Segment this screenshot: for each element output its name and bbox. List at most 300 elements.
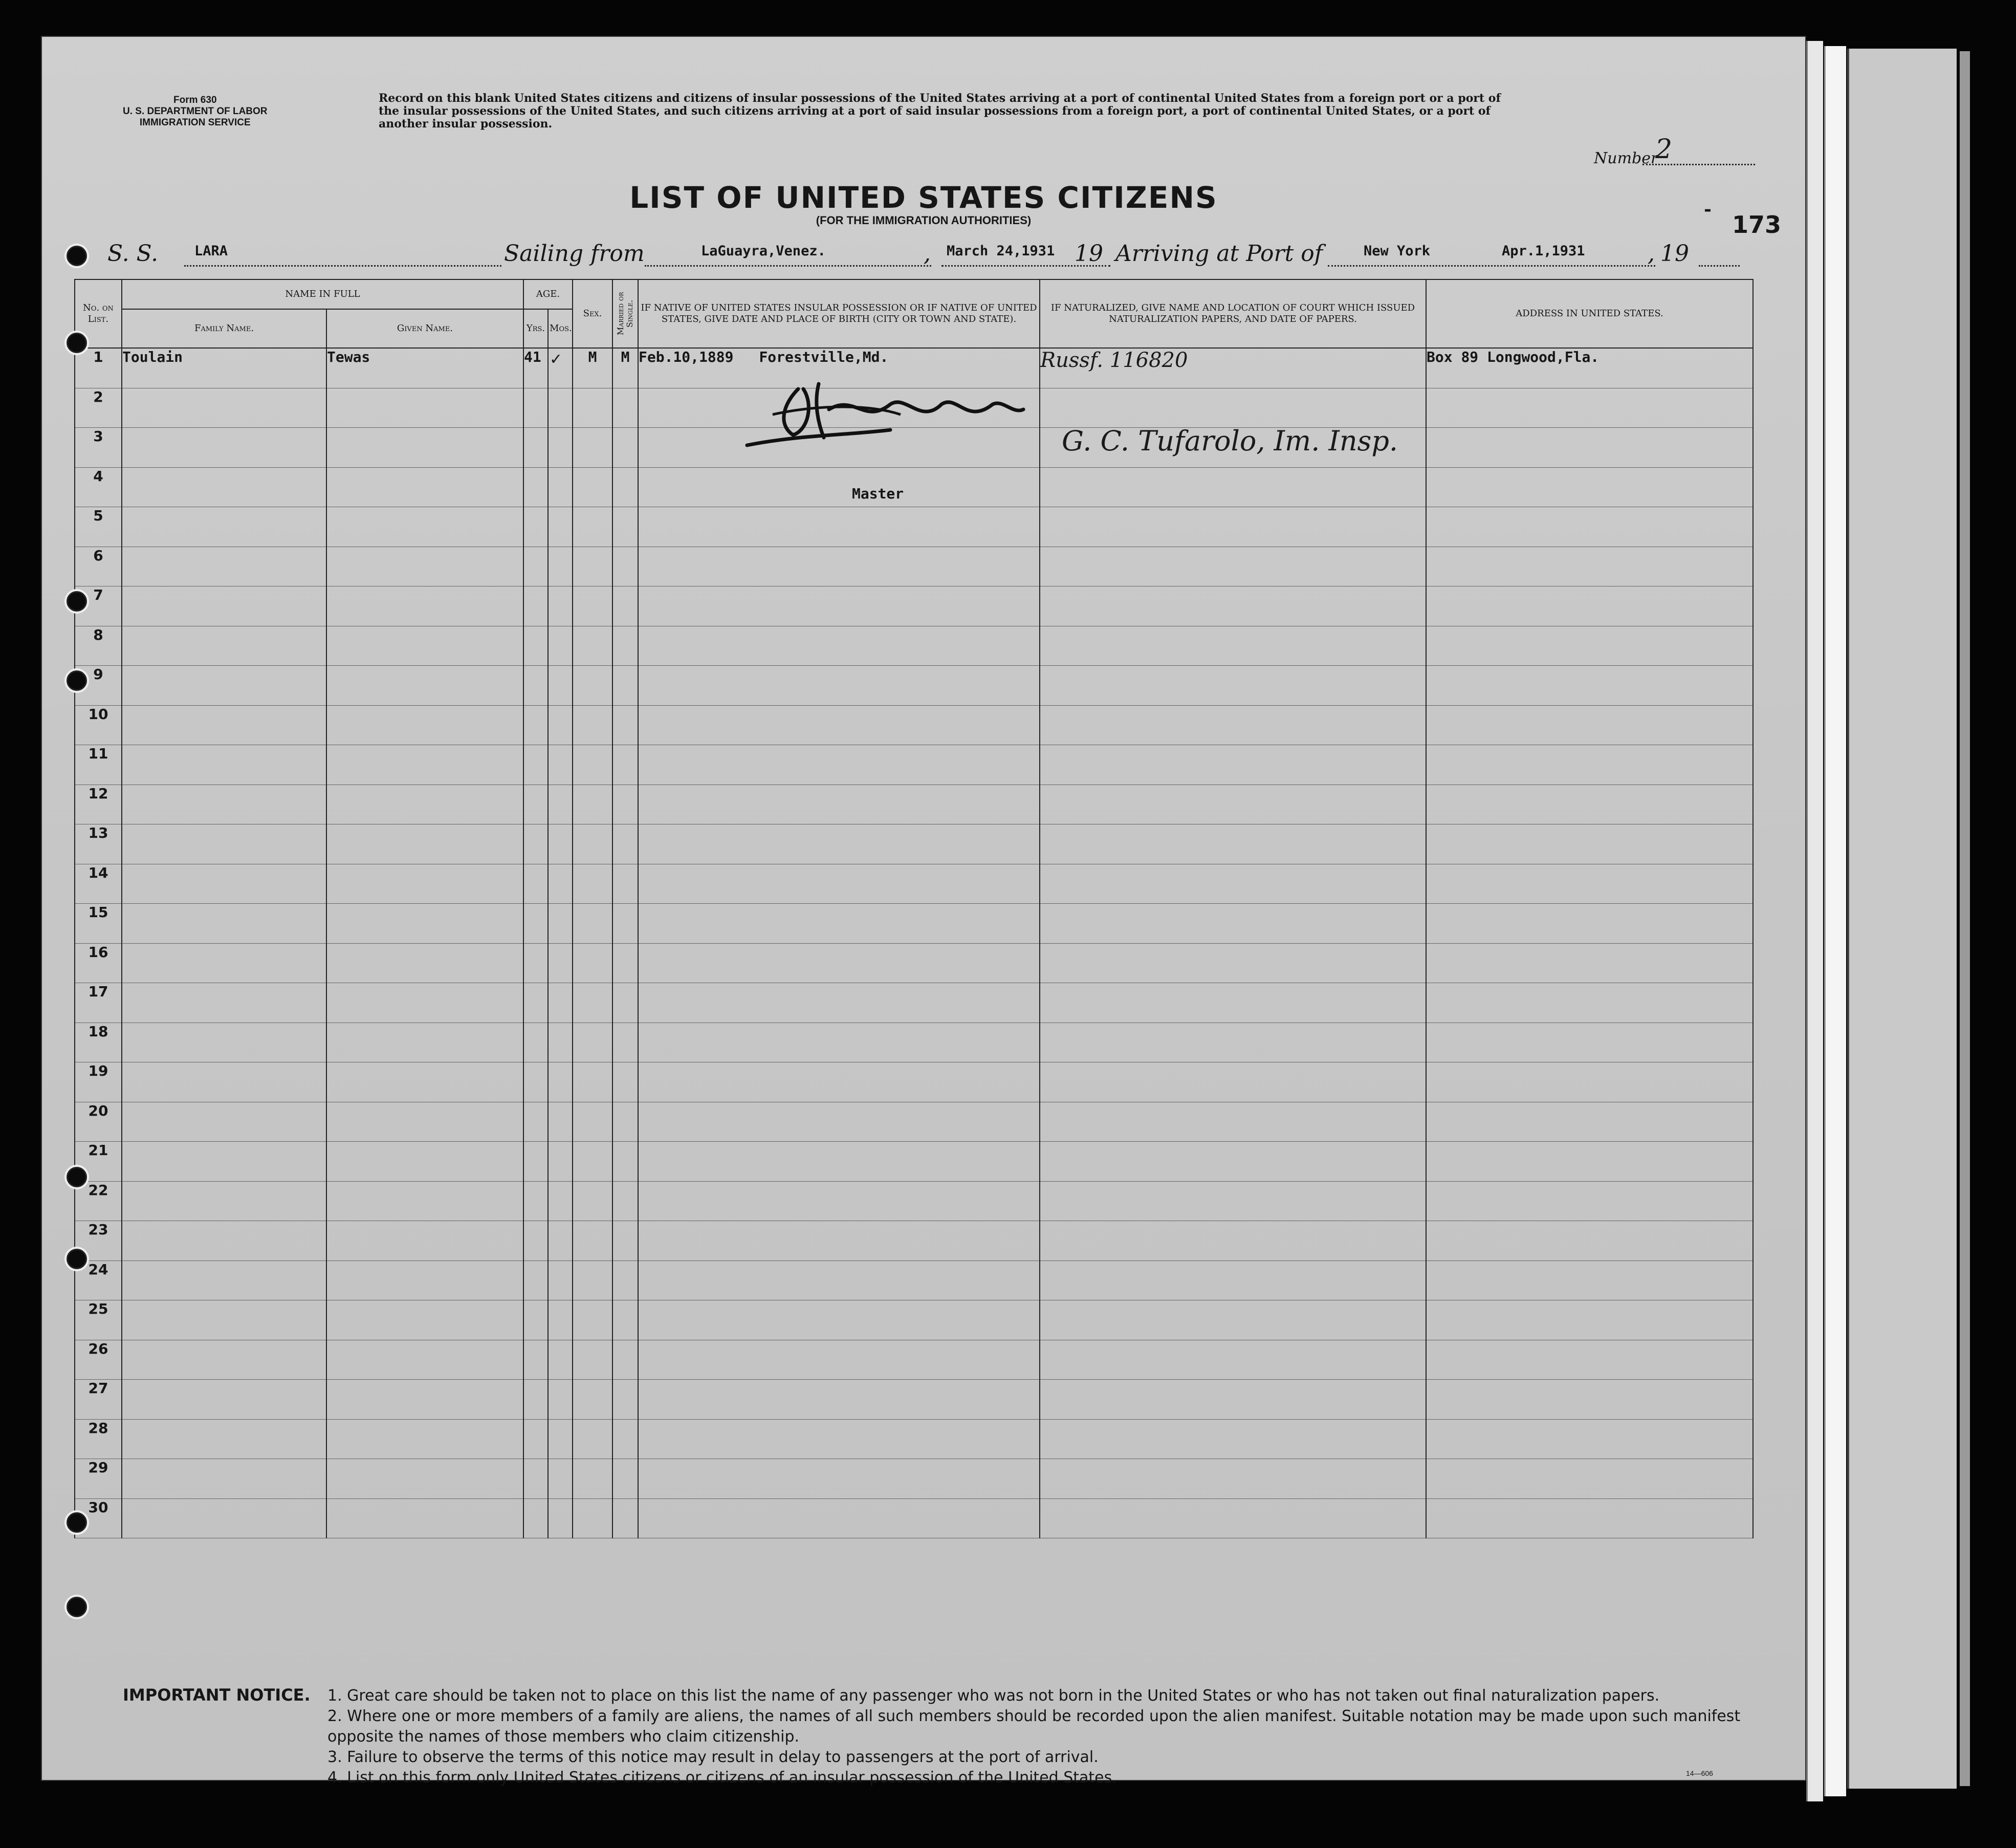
cell-yrs	[523, 785, 548, 824]
row-number: 13	[75, 824, 122, 864]
cell-mos-mark	[548, 1300, 573, 1340]
cell-birth	[638, 1221, 1040, 1261]
cell-sex	[573, 467, 612, 507]
cell-sex	[573, 705, 612, 745]
cell-address	[1426, 1142, 1753, 1182]
cell-family-name	[122, 785, 326, 824]
cell-yrs: 41	[523, 348, 548, 388]
table-row	[75, 705, 1753, 745]
year-prefix: 19	[1075, 241, 1103, 267]
table-row	[75, 1380, 1753, 1420]
cell-naturalization	[1040, 785, 1426, 824]
cell-family-name	[122, 745, 326, 785]
cell-naturalization	[1040, 1062, 1426, 1102]
binder-hole	[67, 1512, 87, 1533]
year-prefix: 19	[1660, 241, 1689, 267]
row-number: 17	[75, 983, 122, 1023]
cell-married	[612, 1498, 638, 1538]
cell-family-name	[122, 1102, 326, 1142]
cell-family-name	[122, 666, 326, 706]
cell-address	[1426, 1498, 1753, 1538]
row-number: 27	[75, 1380, 122, 1420]
cell-birth	[638, 507, 1040, 547]
cell-family-name	[122, 1023, 326, 1062]
cell-mos-mark	[548, 1221, 573, 1261]
cell-naturalization	[1040, 1340, 1426, 1380]
cell-birth	[638, 785, 1040, 824]
binder-hole	[67, 670, 87, 691]
cell-address	[1426, 1181, 1753, 1221]
cell-given-name: Tewas	[326, 348, 523, 388]
page-edge	[1824, 46, 1846, 1796]
cell-sex	[573, 864, 612, 904]
cell-married	[612, 1221, 638, 1261]
cell-address	[1426, 1221, 1753, 1261]
cell-given-name	[326, 1221, 523, 1261]
given-name-header: Given Name.	[326, 309, 523, 348]
cell-family-name	[122, 864, 326, 904]
cell-family-name	[122, 824, 326, 864]
cell-family-name	[122, 1459, 326, 1499]
cell-family-name	[122, 1260, 326, 1300]
cell-sex	[573, 547, 612, 586]
cell-married	[612, 745, 638, 785]
cell-given-name	[326, 1062, 523, 1102]
cell-mos-mark	[548, 785, 573, 824]
cell-given-name	[326, 586, 523, 626]
row-number: 23	[75, 1221, 122, 1261]
cell-sex	[573, 904, 612, 944]
cell-address	[1426, 547, 1753, 586]
table-row	[75, 1498, 1753, 1538]
row-number: 25	[75, 1300, 122, 1340]
cell-birth	[638, 1419, 1040, 1459]
cell-address	[1426, 983, 1753, 1023]
cell-mos-mark	[548, 1419, 573, 1459]
cell-yrs	[523, 1380, 548, 1420]
cell-married	[612, 547, 638, 586]
cell-yrs	[523, 626, 548, 666]
sailing-line	[645, 265, 931, 267]
yrs-header: Yrs.	[523, 309, 548, 348]
table-row	[75, 1340, 1753, 1380]
cell-family-name	[122, 1221, 326, 1261]
cell-married	[612, 1062, 638, 1102]
cell-sex	[573, 983, 612, 1023]
cell-married	[612, 467, 638, 507]
table-row	[75, 864, 1753, 904]
cell-sex	[573, 507, 612, 547]
row-number: 24	[75, 1260, 122, 1300]
cell-sex	[573, 1023, 612, 1062]
cell-yrs	[523, 904, 548, 944]
cell-given-name	[326, 943, 523, 983]
row-number: 14	[75, 864, 122, 904]
cell-married	[612, 586, 638, 626]
family-name-header: Family Name.	[122, 309, 326, 348]
cell-yrs	[523, 666, 548, 706]
cell-married	[612, 1023, 638, 1062]
cell-mos-mark	[548, 1340, 573, 1380]
cell-naturalization	[1040, 1260, 1426, 1300]
cell-address	[1426, 864, 1753, 904]
department-name: U. S. DEPARTMENT OF LABOR	[123, 106, 268, 117]
cell-address	[1426, 467, 1753, 507]
cell-birth	[638, 1498, 1040, 1538]
cell-naturalization	[1040, 388, 1426, 428]
cell-sex	[573, 1300, 612, 1340]
cell-family-name	[122, 1340, 326, 1380]
cell-birth	[638, 1142, 1040, 1182]
cell-sex	[573, 1181, 612, 1221]
cell-given-name	[326, 983, 523, 1023]
cell-sex	[573, 1142, 612, 1182]
cell-naturalization	[1040, 1102, 1426, 1142]
cell-given-name	[326, 1142, 523, 1182]
no-on-list-header: No. on List.	[75, 279, 122, 348]
passenger-table	[74, 279, 1754, 1538]
cell-mos-mark	[548, 428, 573, 468]
cell-sex	[573, 745, 612, 785]
cell-address	[1426, 507, 1753, 547]
table-row	[75, 824, 1753, 864]
cell-yrs	[523, 1142, 548, 1182]
cell-sex	[573, 1380, 612, 1420]
cell-married	[612, 904, 638, 944]
table-row	[75, 1142, 1753, 1182]
ship-name: LARA	[194, 243, 228, 259]
binder-hole	[67, 1249, 87, 1269]
birth-place: Forestville,Md.	[759, 349, 889, 365]
cell-birth	[638, 1380, 1040, 1420]
cell-birth	[638, 824, 1040, 864]
cell-family-name	[122, 1181, 326, 1221]
table-row	[75, 547, 1753, 586]
cell-family-name	[122, 547, 326, 586]
table-row	[75, 983, 1753, 1023]
naturalized-header: IF NATURALIZED, GIVE NAME AND LOCATION OF COURT WHICH ISSUED NATURALIZATION PAPERS, AND DATE OF PAPERS.	[1040, 279, 1426, 348]
row-number: 11	[75, 745, 122, 785]
row-number: 28	[75, 1419, 122, 1459]
cell-naturalization: Russf. 116820	[1040, 348, 1426, 388]
row-number: 18	[75, 1023, 122, 1062]
cell-yrs	[523, 705, 548, 745]
print-code: 14—606	[1686, 1769, 1713, 1777]
table-row	[75, 904, 1753, 944]
cell-given-name	[326, 388, 523, 428]
cell-given-name	[326, 428, 523, 468]
cell-family-name	[122, 1142, 326, 1182]
cell-address	[1426, 1300, 1753, 1340]
port-line	[1328, 265, 1655, 267]
cell-mos-mark	[548, 467, 573, 507]
page-edge	[1960, 51, 1970, 1786]
cell-address	[1426, 705, 1753, 745]
cell-naturalization	[1040, 467, 1426, 507]
table-row	[75, 666, 1753, 706]
ss-label: S. S.	[107, 241, 159, 267]
row-number: 22	[75, 1181, 122, 1221]
cell-sex	[573, 1340, 612, 1380]
row-number: 9	[75, 666, 122, 706]
cell-sex	[573, 1221, 612, 1261]
row-number: 6	[75, 547, 122, 586]
cell-naturalization	[1040, 1181, 1426, 1221]
cell-birth	[638, 1459, 1040, 1499]
cell-married	[612, 824, 638, 864]
inspector-signature: G. C. Tufarolo, Im. Insp.	[1062, 425, 1398, 457]
cell-given-name	[326, 1340, 523, 1380]
cell-mos-mark	[548, 586, 573, 626]
cell-birth	[638, 547, 1040, 586]
cell-birth	[638, 1102, 1040, 1142]
cell-given-name	[326, 745, 523, 785]
cell-address	[1426, 1260, 1753, 1300]
table-row	[75, 1419, 1753, 1459]
cell-married	[612, 666, 638, 706]
cell-address: Box 89 Longwood,Fla.	[1426, 348, 1753, 388]
cell-naturalization	[1040, 1142, 1426, 1182]
cell-yrs	[523, 1340, 548, 1380]
cell-naturalization	[1040, 547, 1426, 586]
row-number: 16	[75, 943, 122, 983]
cell-family-name	[122, 586, 326, 626]
cell-married	[612, 1380, 638, 1420]
cell-address	[1426, 1380, 1753, 1420]
table-row	[75, 586, 1753, 626]
cell-family-name	[122, 467, 326, 507]
birth-header: IF NATIVE OF UNITED STATES INSULAR POSSESSION OR IF NATIVE OF UNITED STATES, GIVE DATE AND PLACE OF BIRTH (CITY OR TOWN AND STATE).	[638, 279, 1040, 348]
cell-family-name	[122, 983, 326, 1023]
cell-yrs	[523, 745, 548, 785]
cell-mos-mark	[548, 943, 573, 983]
cell-address	[1426, 1062, 1753, 1102]
cell-yrs	[523, 1459, 548, 1499]
form-instructions: Record on this blank United States citizens and citizens of insular possessions of the United States arriving at a port of continental United States from a foreign port or a port of the insular possessions of the United States, and such citizens arriving at a port of said insular possessions from a foreign port, a port of continental United States, or a port of another insular possession.	[379, 92, 1501, 131]
row-number: 8	[75, 626, 122, 666]
cell-sex	[573, 1102, 612, 1142]
cell-address	[1426, 1102, 1753, 1142]
cell-birth	[638, 1181, 1040, 1221]
cell-mos-mark: ✓	[548, 348, 573, 388]
cell-birth	[638, 943, 1040, 983]
cell-yrs	[523, 1498, 548, 1538]
cell-yrs	[523, 1419, 548, 1459]
sailing-label: Sailing from	[504, 241, 645, 267]
master-signature	[737, 374, 1054, 461]
cell-mos-mark	[548, 547, 573, 586]
cell-naturalization	[1040, 1419, 1426, 1459]
cell-birth	[638, 1023, 1040, 1062]
row-number: 15	[75, 904, 122, 944]
cell-mos-mark	[548, 666, 573, 706]
sex-header: Sex.	[573, 279, 612, 348]
cell-yrs	[523, 1300, 548, 1340]
cell-sex	[573, 943, 612, 983]
arriving-label: Arriving at Port of	[1115, 241, 1323, 267]
page-title: LIST OF UNITED STATES CITIZENS	[629, 180, 1218, 215]
cell-yrs	[523, 1062, 548, 1102]
cell-sex	[573, 388, 612, 428]
row-number: 4	[75, 467, 122, 507]
cell-married	[612, 428, 638, 468]
cell-yrs	[523, 1023, 548, 1062]
cell-given-name	[326, 666, 523, 706]
cell-naturalization	[1040, 1459, 1426, 1499]
arrival-port: New York	[1364, 243, 1431, 259]
cell-naturalization	[1040, 1300, 1426, 1340]
cell-given-name	[326, 467, 523, 507]
table-row	[75, 507, 1753, 547]
cell-birth	[638, 983, 1040, 1023]
cell-given-name	[326, 785, 523, 824]
cell-family-name	[122, 1498, 326, 1538]
row-number: 20	[75, 1102, 122, 1142]
cell-address	[1426, 1340, 1753, 1380]
cell-yrs	[523, 467, 548, 507]
page-edge	[1847, 49, 1957, 1789]
binder-hole	[67, 591, 87, 612]
cell-mos-mark	[548, 904, 573, 944]
cell-family-name	[122, 1300, 326, 1340]
cell-sex	[573, 785, 612, 824]
cell-family-name	[122, 1062, 326, 1102]
table-row	[75, 1300, 1753, 1340]
cell-naturalization	[1040, 586, 1426, 626]
cell-family-name	[122, 904, 326, 944]
cell-address	[1426, 626, 1753, 666]
cell-naturalization	[1040, 666, 1426, 706]
cell-family-name	[122, 705, 326, 745]
cell-sex	[573, 586, 612, 626]
cell-mos-mark	[548, 1260, 573, 1300]
cell-sex	[573, 1062, 612, 1102]
cell-birth	[638, 586, 1040, 626]
cell-given-name	[326, 1380, 523, 1420]
cell-family-name	[122, 507, 326, 547]
sailing-date: March 24,1931	[947, 243, 1055, 259]
number-underline	[1642, 164, 1755, 165]
cell-yrs	[523, 824, 548, 864]
cell-mos-mark	[548, 1181, 573, 1221]
cell-family-name: Toulain	[122, 348, 326, 388]
cell-sex	[573, 428, 612, 468]
cell-married	[612, 705, 638, 745]
cell-yrs	[523, 1102, 548, 1142]
ship-line	[184, 265, 501, 267]
form-number: Form 630	[173, 95, 217, 105]
mos-header: Mos.	[548, 309, 573, 348]
service-name: IMMIGRATION SERVICE	[139, 117, 251, 128]
cell-yrs	[523, 428, 548, 468]
cell-married	[612, 507, 638, 547]
cell-mos-mark	[548, 824, 573, 864]
master-label: Master	[852, 485, 904, 502]
cell-naturalization	[1040, 626, 1426, 666]
page-number: 173	[1732, 211, 1782, 238]
cell-naturalization	[1040, 1023, 1426, 1062]
cell-address	[1426, 745, 1753, 785]
cell-yrs	[523, 586, 548, 626]
notice-item: 2. Where one or more members of a family are aliens, the names of all such members should be recorded upon the alien manifest. Suitable notation may be made upon such manifest opposite the names of those members who claim citizenship.	[327, 1707, 1741, 1746]
cell-mos-mark	[548, 705, 573, 745]
cell-address	[1426, 1419, 1753, 1459]
cell-yrs	[523, 983, 548, 1023]
cell-married	[612, 1419, 638, 1459]
cell-family-name	[122, 943, 326, 983]
cell-given-name	[326, 1102, 523, 1142]
cell-mos-mark	[548, 745, 573, 785]
binder-hole	[67, 1167, 87, 1187]
cell-mos-mark	[548, 1062, 573, 1102]
cell-naturalization	[1040, 507, 1426, 547]
cell-married	[612, 1300, 638, 1340]
number-label: Number	[1594, 149, 1658, 167]
cell-given-name	[326, 1498, 523, 1538]
cell-yrs	[523, 943, 548, 983]
binder-hole	[67, 246, 87, 266]
notice-item: 4. List on this form only United States citizens or citizens of an insular possession of the United States.	[327, 1769, 1117, 1787]
cell-address	[1426, 428, 1753, 468]
cell-yrs	[523, 547, 548, 586]
cell-birth	[638, 864, 1040, 904]
cell-mos-mark	[548, 1102, 573, 1142]
cell-birth	[638, 1340, 1040, 1380]
cell-birth	[638, 745, 1040, 785]
row-number: 26	[75, 1340, 122, 1380]
cell-naturalization	[1040, 904, 1426, 944]
cell-mos-mark	[548, 983, 573, 1023]
cell-address	[1426, 1459, 1753, 1499]
row-number: 30	[75, 1498, 122, 1538]
table-row	[75, 785, 1753, 824]
table-row	[75, 1221, 1753, 1261]
cell-sex	[573, 1498, 612, 1538]
row-number: 1	[75, 348, 122, 388]
cell-address	[1426, 666, 1753, 706]
cell-sex	[573, 626, 612, 666]
cell-yrs	[523, 388, 548, 428]
row-number: 10	[75, 705, 122, 745]
cell-mos-mark	[548, 1459, 573, 1499]
cell-married	[612, 864, 638, 904]
important-notice	[123, 1685, 1786, 1788]
row-number: 7	[75, 586, 122, 626]
table-row	[75, 1459, 1753, 1499]
age-header: AGE.	[523, 279, 573, 309]
table-row	[75, 626, 1753, 666]
table-body	[75, 348, 1753, 1538]
arrival-date: Apr.1,1931	[1502, 243, 1585, 259]
binder-hole	[67, 1597, 87, 1617]
cell-mos-mark	[548, 1023, 573, 1062]
cell-given-name	[326, 824, 523, 864]
cell-mos-mark	[548, 507, 573, 547]
cell-given-name	[326, 1459, 523, 1499]
form-identifier	[123, 95, 268, 128]
cell-naturalization	[1040, 864, 1426, 904]
cell-mos-mark	[548, 1380, 573, 1420]
cell-birth	[638, 705, 1040, 745]
cell-married	[612, 626, 638, 666]
cell-sex	[573, 1419, 612, 1459]
row-number: 29	[75, 1459, 122, 1499]
cell-naturalization	[1040, 983, 1426, 1023]
cell-given-name	[326, 1300, 523, 1340]
sailing-from: LaGuayra,Venez.	[701, 243, 826, 259]
cell-birth	[638, 626, 1040, 666]
table-row	[75, 1181, 1753, 1221]
